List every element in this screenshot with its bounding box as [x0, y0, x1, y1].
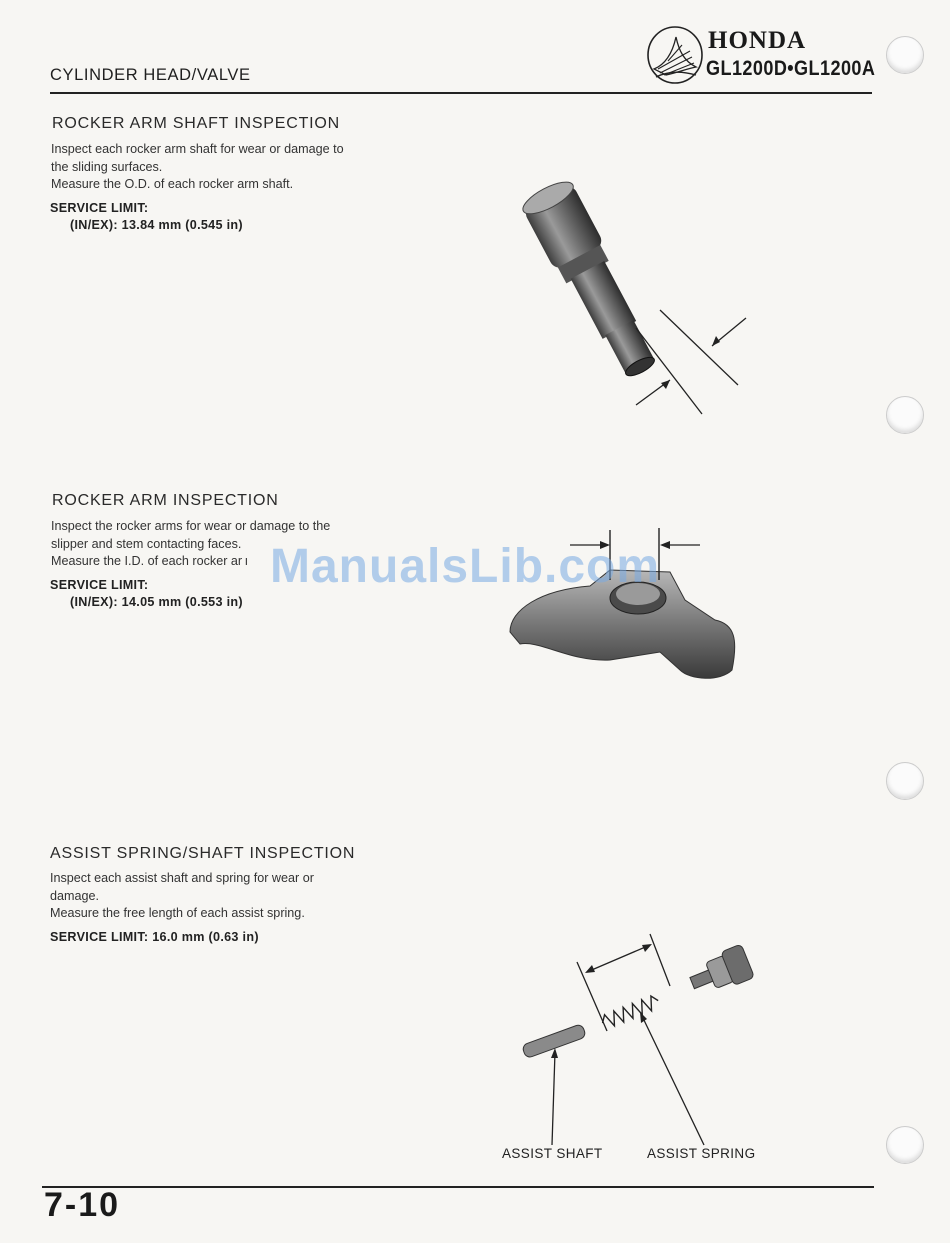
body-line: the sliding surfaces.	[51, 159, 163, 174]
footer-rule	[42, 1186, 874, 1188]
model-name: GL1200D•GL1200A	[706, 57, 876, 80]
service-limit-value: (IN/EX): 14.05 mm (0.553 in)	[70, 595, 243, 609]
service-limit-assist-spring: SERVICE LIMIT: 16.0 mm (0.63 in)	[50, 930, 259, 944]
service-limit-rocker-arm	[50, 577, 243, 611]
assist-spring-shaft-figure	[500, 930, 780, 1165]
watermark: ManualsLib.com	[270, 540, 661, 593]
service-limit-rocker-arm-shaft	[50, 200, 243, 234]
section-body-rocker-arm-shaft	[51, 141, 387, 194]
assist-shaft-label: ASSIST SHAFT	[502, 1146, 603, 1161]
hole-punch	[886, 762, 924, 800]
section-body-assist-spring-shaft	[50, 870, 386, 923]
body-line: Inspect each rocker arm shaft for wear or damage to	[51, 142, 344, 156]
body-line: Measure the O.D. of each rocker arm shaft.	[51, 177, 294, 191]
section-title-rocker-arm: ROCKER ARM INSPECTION	[52, 492, 279, 509]
header-rule	[50, 92, 872, 94]
body-line: Measure the I.D. of each rocker ar ı	[51, 554, 249, 568]
brand-name: HONDA	[708, 27, 807, 54]
body-line: slipper and stem contacting faces.	[51, 536, 242, 551]
honda-logo	[646, 25, 876, 87]
chapter-title: CYLINDER HEAD/VALVE	[50, 66, 251, 84]
rocker-arm-shaft-figure	[520, 160, 780, 420]
hole-punch	[886, 36, 924, 74]
service-limit-value: (IN/EX): 13.84 mm (0.545 in)	[70, 218, 243, 232]
body-line: Inspect the rocker arms for wear or damage to the	[51, 519, 331, 533]
honda-wing-icon	[646, 25, 704, 85]
hole-punch	[886, 396, 924, 434]
section-title-assist-spring-shaft: ASSIST SPRING/SHAFT INSPECTION	[50, 845, 356, 862]
hole-punch	[886, 1126, 924, 1164]
section-title-rocker-arm-shaft: ROCKER ARM SHAFT INSPECTION	[52, 115, 341, 132]
service-limit-label: SERVICE LIMIT:	[50, 578, 149, 592]
service-limit-label: SERVICE LIMIT:	[50, 201, 149, 215]
page-number: 7-10	[44, 1186, 121, 1224]
assist-spring-label: ASSIST SPRING	[647, 1146, 756, 1161]
body-line: damage.	[50, 888, 100, 903]
body-line: Measure the free length of each assist spring.	[50, 906, 305, 920]
body-line: Inspect each assist shaft and spring for wear or	[50, 871, 314, 885]
